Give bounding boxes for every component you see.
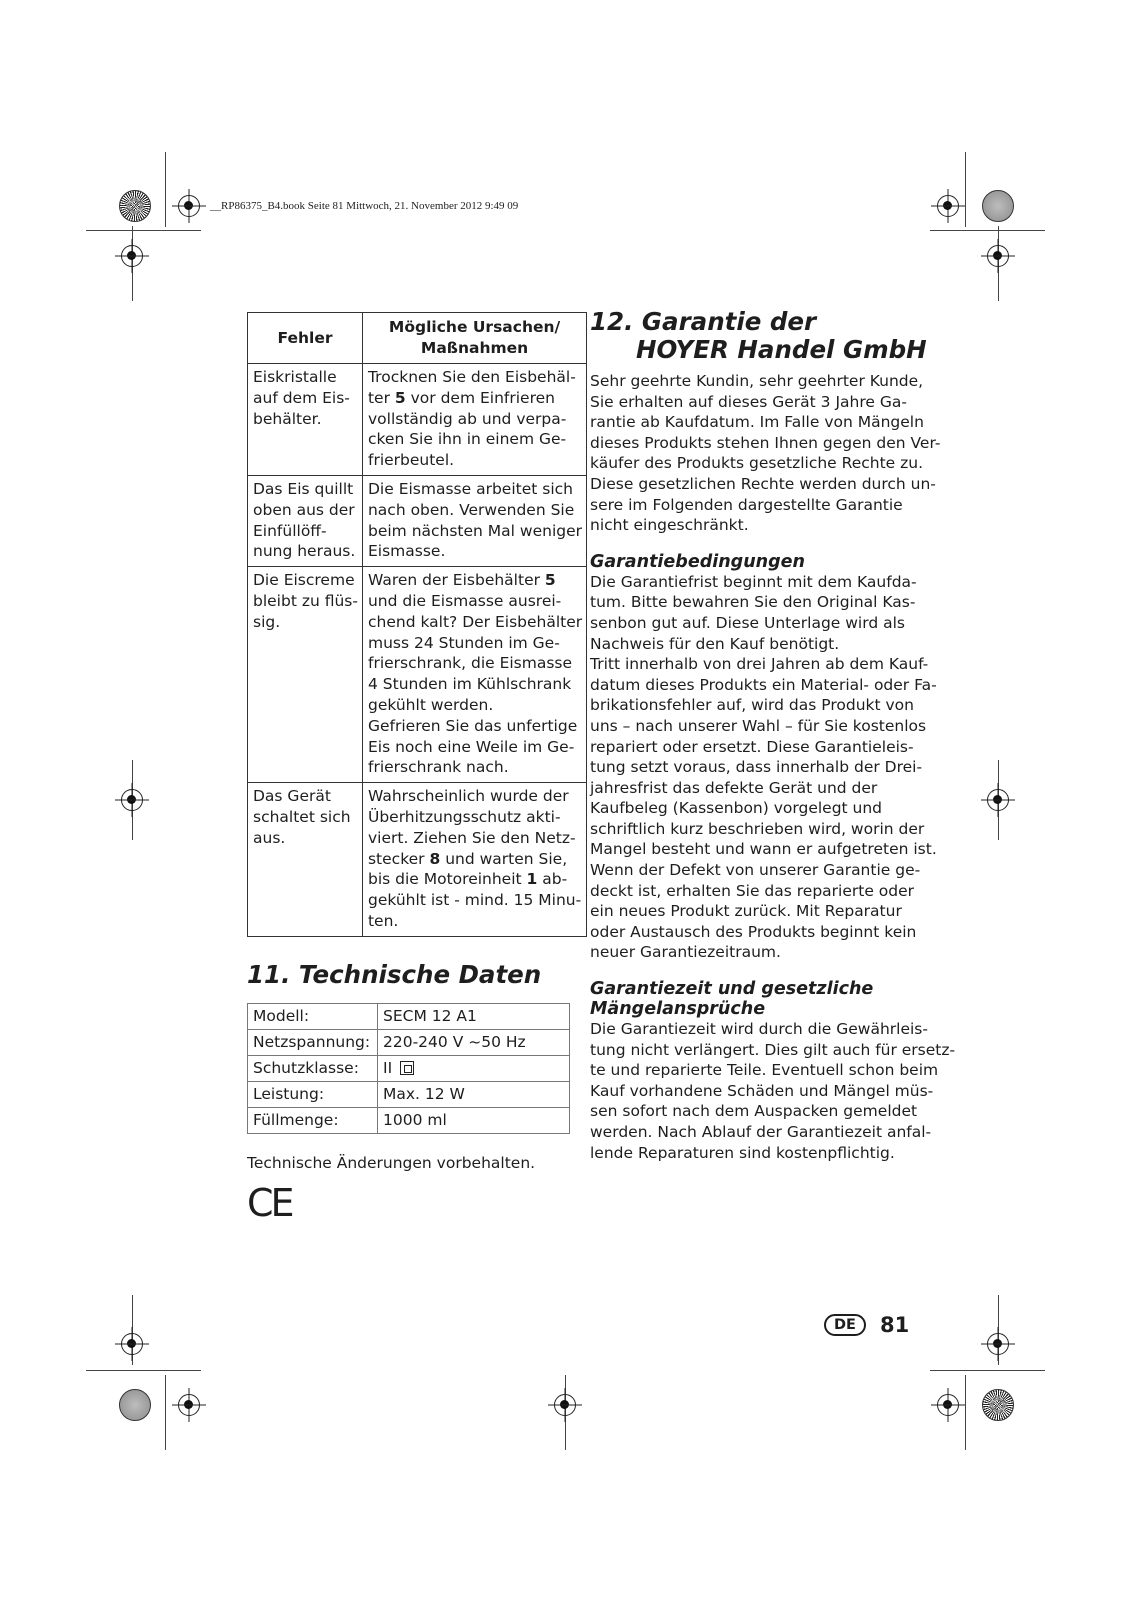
subheading-line: Garantiezeit und gesetzliche: [590, 979, 874, 1000]
text-line: neuer Garantiezeitraum.: [590, 943, 781, 962]
technical-changes-note: Technische Änderungen vorbehalten.: [247, 1153, 536, 1172]
massnahme-cell: [362, 364, 586, 476]
cell-line: nach oben. Verwenden Sie: [367, 500, 575, 519]
cell-line: Eismasse.: [367, 542, 446, 561]
grey-target-icon: [119, 1389, 151, 1421]
text-run: ab-: [537, 870, 568, 889]
crop-line: [930, 1370, 1045, 1371]
cell-line: [368, 849, 582, 870]
cell-line: muss 24 Stunden im Ge-: [367, 633, 560, 652]
table-row: [248, 475, 587, 566]
print-slug: __RP86375_B4.book Seite 81 Mittwoch, 21. November 2012 9:49 09: [210, 200, 519, 212]
registration-mark-icon: [937, 195, 959, 217]
crop-line: [86, 230, 201, 231]
text-run: Waren der Eisbehälter: [367, 571, 545, 590]
text-line: Die Garantiezeit wird durch die Gewährleis-: [590, 1020, 928, 1039]
period-paragraph: [590, 1019, 956, 1163]
text-line: tum. Bitte bewahren Sie den Original Kas-: [590, 593, 916, 612]
header-fehler: Fehler: [248, 313, 363, 364]
text-run: stecker: [367, 849, 430, 868]
registration-mark-icon: [987, 245, 1009, 267]
spec-value: [378, 1055, 570, 1081]
header-ursachen-line: Mögliche Ursachen/: [388, 318, 561, 336]
language-badge: DE: [824, 1314, 866, 1336]
text-line: senbon gut auf. Diese Unterlage wird als: [590, 613, 905, 632]
text-line: repariert oder ersetzt. Diese Garantieleis-: [590, 737, 914, 756]
spec-key: Modell:: [248, 1003, 378, 1029]
cell-line: cken Sie ihn in einem Ge-: [367, 430, 567, 449]
massnahme-cell: [362, 475, 586, 566]
text-line: uns – nach unserer Wahl – für Sie kostenlos: [590, 716, 927, 735]
crop-line: [165, 152, 166, 227]
grey-target-icon: [982, 190, 1014, 222]
cell-line: nung heraus.: [253, 542, 356, 561]
text-line: ein neues Produkt zurück. Mit Reparatur: [590, 902, 902, 921]
cell-line: gekühlt ist - mind. 15 Minu-: [367, 891, 582, 910]
table-row: [248, 783, 587, 937]
title-line: HOYER Handel GmbH: [636, 335, 927, 364]
cell-line: und die Eismasse ausrei-: [367, 591, 562, 610]
intro-paragraph: [590, 371, 941, 536]
section-title-garantie: [590, 307, 927, 364]
cell-line: Die Eismasse arbeitet sich: [367, 479, 573, 498]
registration-mark-icon: [178, 1394, 200, 1416]
cell-line: Eis noch eine Weile im Ge-: [367, 737, 575, 756]
cell-line: Überhitzungsschutz akti-: [367, 807, 561, 826]
table-row: [248, 1055, 570, 1081]
text-line: tung setzt voraus, dass innerhalb der Drei-: [590, 758, 923, 777]
cell-line: sig.: [253, 612, 281, 631]
left-column: [247, 312, 583, 1225]
text-line: datum dieses Produkts ein Material- oder Fa-: [590, 675, 937, 694]
text-line: Kauf vorhandene Schäden und Mängel müs-: [590, 1081, 934, 1100]
cell-line: Einfüllöff-: [253, 521, 327, 540]
table-row: [248, 567, 587, 783]
text-line: Die Garantiefrist beginnt mit dem Kaufda-: [590, 572, 917, 591]
spec-value: 1000 ml: [378, 1107, 570, 1133]
registration-mark-icon: [987, 1333, 1009, 1355]
text-line: rantie ab Kaufdatum. Im Falle von Mängeln: [590, 413, 924, 432]
text-line: Mangel besteht und wann er aufgetreten ist.: [590, 840, 937, 859]
cell-line: viert. Ziehen Sie den Netz-: [367, 828, 576, 847]
cell-line: oben aus der: [253, 500, 355, 519]
cell-line: Trocknen Sie den Eisbehäl-: [367, 368, 576, 386]
title-line: 12. Garantie der: [590, 307, 817, 336]
spec-key: Schutzklasse:: [248, 1055, 378, 1081]
text-run: bis die Motoreinheit: [367, 870, 527, 889]
color-target-icon: [119, 190, 151, 222]
cell-line: gekühlt werden.: [367, 695, 494, 714]
text-line: oder Austausch des Produkts beginnt kein: [590, 922, 917, 941]
registration-mark-icon: [121, 789, 143, 811]
table-row: [248, 1107, 570, 1133]
spec-value: Max. 12 W: [378, 1081, 570, 1107]
cell-line: frierbeutel.: [367, 451, 455, 470]
registration-mark-icon: [987, 789, 1009, 811]
text-line: Nachweis für den Kauf benötigt.: [590, 634, 840, 653]
cell-line: auf dem Eis-: [253, 388, 350, 407]
table-row: [248, 1081, 570, 1107]
table-header-row: [248, 313, 587, 364]
spec-key: Leistung:: [248, 1081, 378, 1107]
crop-line: [86, 1370, 201, 1371]
text-run: und warten Sie,: [440, 849, 568, 868]
subheading-line: Mängelansprüche: [590, 999, 766, 1020]
cell-line: 4 Stunden im Kühlschrank: [367, 675, 572, 694]
cell-line: [368, 388, 582, 409]
header-ursachen-line: Maßnahmen: [420, 339, 529, 357]
text-line: lende Reparaturen sind kostenpflichtig.: [590, 1143, 895, 1162]
text-line: werden. Nach Ablauf der Garantiezeit anfal-: [590, 1123, 932, 1141]
text-line: Wenn der Defekt von unserer Garantie ge-: [590, 861, 921, 880]
subheading-garantiebedingungen: Garantiebedingungen: [590, 551, 805, 572]
spec-key: Netzspannung:: [248, 1029, 378, 1055]
text-line: nicht eingeschränkt.: [590, 516, 749, 535]
spec-value: SECM 12 A1: [378, 1003, 570, 1029]
header-ursachen: [362, 313, 586, 364]
troubleshooting-table: [247, 312, 587, 937]
text-line: Sie erhalten auf dieses Gerät 3 Jahre Ga-: [590, 392, 907, 411]
text-line: jahresfrist das defekte Gerät und der: [590, 778, 878, 797]
crop-line: [965, 1375, 966, 1450]
text-line: deckt ist, erhalten Sie das reparierte oder: [590, 881, 915, 900]
spec-value: 220-240 V ~50 Hz: [378, 1029, 570, 1055]
text-line: Sehr geehrte Kundin, sehr geehrter Kunde,: [590, 372, 924, 390]
conditions-paragraph: [590, 572, 937, 963]
registration-mark-icon: [937, 1394, 959, 1416]
cell-line: beim nächsten Mal weniger: [367, 521, 582, 540]
page-number: 81: [880, 1313, 910, 1337]
registration-mark-icon: [554, 1394, 576, 1416]
table-row: [248, 364, 587, 476]
part-number: 5: [544, 571, 556, 590]
subheading-garantiezeit: [590, 979, 920, 1019]
right-column: [590, 307, 956, 1163]
protection-class-text: II: [383, 1058, 393, 1077]
section-title-technische-daten: 11. Technische Daten: [247, 959, 542, 989]
cell-line: [368, 570, 582, 591]
table-row: [248, 1003, 570, 1029]
cell-line: chend kalt? Der Eisbehälter: [367, 612, 583, 631]
part-number: 5: [394, 388, 406, 407]
crop-line: [930, 230, 1045, 231]
text-run: ter: [367, 388, 395, 407]
text-line: sere im Folgenden dargestellte Garantie: [590, 495, 903, 514]
cell-line: aus.: [253, 828, 286, 847]
text-line: Kaufbeleg (Kassenbon) vorgelegt und: [590, 799, 883, 818]
registration-mark-icon: [121, 245, 143, 267]
text-line: sen sofort nach dem Auspacken gemeldet: [590, 1102, 918, 1121]
cell-line: schaltet sich: [253, 807, 351, 826]
text-line: dieses Produkts stehen Ihnen gegen den Ver-: [590, 433, 941, 452]
cell-line: ten.: [367, 911, 399, 930]
cell-line: [368, 869, 582, 890]
cell-line: vollständig ab und verpa-: [367, 409, 567, 428]
crop-line: [165, 1375, 166, 1450]
registration-mark-icon: [121, 1333, 143, 1355]
fehler-cell: [248, 567, 363, 783]
part-number: 1: [526, 870, 538, 889]
massnahme-cell: [362, 567, 586, 783]
text-line: Diese gesetzlichen Rechte werden durch un-: [590, 474, 936, 493]
cell-line: Das Eis quillt: [253, 479, 354, 498]
cell-line: frierschrank, die Eismasse: [367, 654, 573, 673]
text-line: schriftlich kurz beschrieben wird, worin der: [590, 819, 925, 838]
cell-line: behälter.: [253, 409, 322, 428]
fehler-cell: [248, 475, 363, 566]
cell-line: frierschrank nach.: [367, 758, 509, 777]
spec-key: Füllmenge:: [248, 1107, 378, 1133]
cell-line: bleibt zu flüs-: [253, 591, 358, 610]
page-footer: [824, 1313, 909, 1337]
text-line: tung nicht verlängert. Dies gilt auch für ersetz-: [590, 1040, 956, 1059]
text-line: te und reparierte Teile. Eventuell schon beim: [590, 1061, 939, 1080]
color-target-icon: [982, 1389, 1014, 1421]
technical-data-table: [247, 1003, 570, 1134]
crop-line: [965, 152, 966, 227]
cell-line: Das Gerät: [253, 787, 331, 806]
fehler-cell: [248, 364, 363, 476]
cell-line: Eiskristalle: [253, 368, 337, 386]
table-row: [248, 1029, 570, 1055]
protection-class-ii-icon: [400, 1061, 414, 1075]
part-number: 8: [429, 849, 441, 868]
cell-line: Gefrieren Sie das unfertige: [367, 716, 578, 735]
registration-mark-icon: [178, 195, 200, 217]
massnahme-cell: [362, 783, 586, 937]
text-line: brikationsfehler auf, wird das Produkt von: [590, 696, 914, 715]
ce-mark-icon: CE: [247, 1180, 292, 1225]
cell-line: Wahrscheinlich wurde der: [367, 787, 569, 806]
fehler-cell: [248, 783, 363, 937]
cell-line: Die Eiscreme: [253, 571, 355, 590]
text-run: vor dem Einfrieren: [405, 388, 555, 407]
text-line: Tritt innerhalb von drei Jahren ab dem Kauf-: [590, 655, 929, 674]
text-line: käufer des Produkts gesetzliche Rechte zu.: [590, 454, 924, 473]
